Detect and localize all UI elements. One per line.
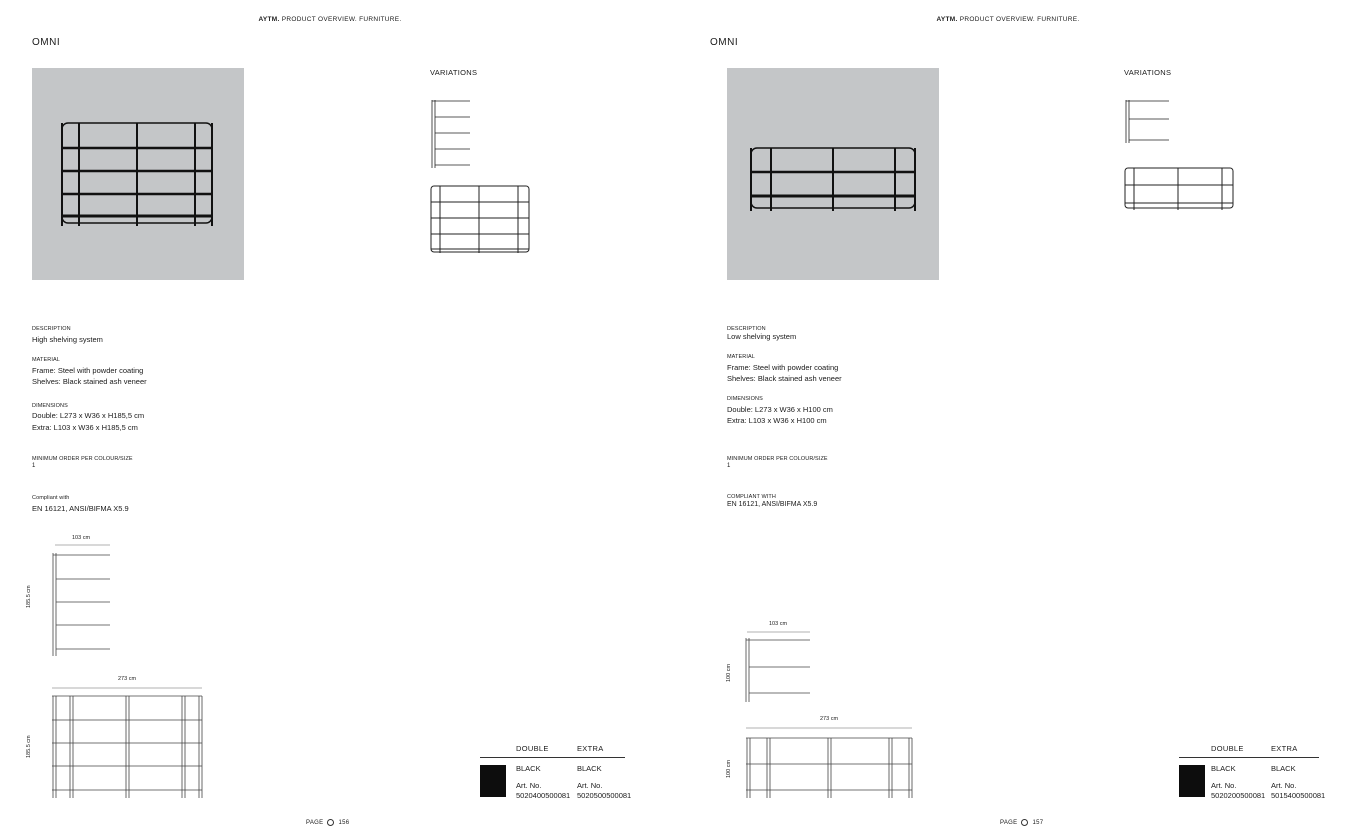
dimensions-double: Double: L273 x W36 x H185,5 cm xyxy=(32,411,145,420)
variations-label: VARIATIONS xyxy=(430,68,478,77)
min-order-label: MINIMUM ORDER PER COLOUR/SIZE xyxy=(727,456,828,462)
artno-double: 5020400500081 xyxy=(516,791,571,800)
technical-drawing-extra xyxy=(743,630,813,705)
compliant-value: EN 16121, ANSI/BIFMA X5.9 xyxy=(727,501,818,508)
artno-double: 5020200500081 xyxy=(1211,791,1266,800)
material-label: MATERIAL xyxy=(32,357,60,363)
high-shelf-photo xyxy=(32,68,244,280)
colour-double: BLACK xyxy=(1211,764,1236,773)
material-shelves: Shelves: Black stained ash veneer xyxy=(32,377,147,386)
col-extra: EXTRA xyxy=(1271,744,1298,753)
product-title: OMNI xyxy=(32,37,61,48)
drawing-width-small: 103 cm xyxy=(769,621,788,627)
right-page xyxy=(678,0,1356,839)
drawing-height-small: 100 cm xyxy=(726,663,732,682)
min-order-value: 1 xyxy=(727,463,731,469)
colour-double: BLACK xyxy=(516,764,541,773)
min-order-value: 1 xyxy=(32,463,36,469)
min-order-label: MINIMUM ORDER PER COLOUR/SIZE xyxy=(32,456,133,462)
drawing-width-large: 273 cm xyxy=(820,716,839,722)
low-shelf-photo xyxy=(727,68,939,280)
dimensions-extra: Extra: L103 x W36 x H100 cm xyxy=(727,416,827,425)
page-number: 157 xyxy=(1032,820,1044,827)
product-photo xyxy=(32,68,244,280)
drawing-height-large: 185.5 cm xyxy=(26,735,32,758)
artno-label-double: Art. No. xyxy=(516,781,542,790)
brand-logo-icon xyxy=(327,819,334,826)
artno-label-extra: Art. No. xyxy=(1271,781,1297,790)
description-label: DESCRIPTION xyxy=(727,326,766,332)
dimensions-label: DIMENSIONS xyxy=(32,403,68,409)
description-label: DESCRIPTION xyxy=(32,326,71,332)
material-label: MATERIAL xyxy=(727,354,755,360)
material-frame: Frame: Steel with powder coating xyxy=(727,363,839,372)
technical-drawing-double xyxy=(50,686,210,801)
dimensions-extra: Extra: L103 x W36 x H185,5 cm xyxy=(32,423,138,432)
colour-swatch-black xyxy=(1179,765,1205,797)
artno-extra: 5020500500081 xyxy=(577,791,632,800)
technical-drawing-double xyxy=(744,726,919,801)
dimensions-double: Double: L273 x W36 x H100 cm xyxy=(727,405,833,414)
col-double: DOUBLE xyxy=(516,744,549,753)
variations-label: VARIATIONS xyxy=(1124,68,1172,77)
compliant-value: EN 16121, ANSI/BIFMA X5.9 xyxy=(32,504,129,513)
table-divider xyxy=(1179,757,1319,758)
description-text: Low shelving system xyxy=(727,332,797,341)
material-frame: Frame: Steel with powder coating xyxy=(32,366,144,375)
page-footer: PAGE 157 xyxy=(1000,820,1044,827)
drawing-width-small: 103 cm xyxy=(72,535,91,541)
colour-swatch-black xyxy=(480,765,506,797)
compliant-label: Compliant with xyxy=(32,495,70,501)
page-header: AYTM. PRODUCT OVERVIEW. FURNITURE. xyxy=(258,16,402,23)
page-footer: PAGE 156 xyxy=(306,820,350,827)
technical-drawing-extra xyxy=(30,543,110,663)
product-photo xyxy=(727,68,939,280)
variation-extra-thumbnail xyxy=(430,100,475,170)
product-title: OMNI xyxy=(710,37,739,48)
compliant-label: COMPLIANT WITH xyxy=(727,494,776,500)
table-divider xyxy=(480,757,625,758)
col-double: DOUBLE xyxy=(1211,744,1244,753)
variation-double-thumbnail xyxy=(1124,167,1234,212)
page-header: AYTM. PRODUCT OVERVIEW. FURNITURE. xyxy=(936,16,1080,23)
colour-extra: BLACK xyxy=(577,764,602,773)
variation-double-thumbnail xyxy=(430,185,530,255)
page-number: 156 xyxy=(338,820,350,827)
description-text: High shelving system xyxy=(32,335,103,344)
artno-label-extra: Art. No. xyxy=(577,781,603,790)
variation-extra-thumbnail xyxy=(1124,100,1169,145)
material-shelves: Shelves: Black stained ash veneer xyxy=(727,374,842,383)
dimensions-label: DIMENSIONS xyxy=(727,396,763,402)
brand-logo-icon xyxy=(1021,819,1028,826)
artno-extra: 5015400500081 xyxy=(1271,791,1326,800)
colour-extra: BLACK xyxy=(1271,764,1296,773)
col-extra: EXTRA xyxy=(577,744,604,753)
drawing-width-large: 273 cm xyxy=(118,676,137,682)
drawing-height-large: 100 cm xyxy=(726,759,732,778)
drawing-height-small: 185.5 cm xyxy=(26,585,32,608)
artno-label-double: Art. No. xyxy=(1211,781,1237,790)
